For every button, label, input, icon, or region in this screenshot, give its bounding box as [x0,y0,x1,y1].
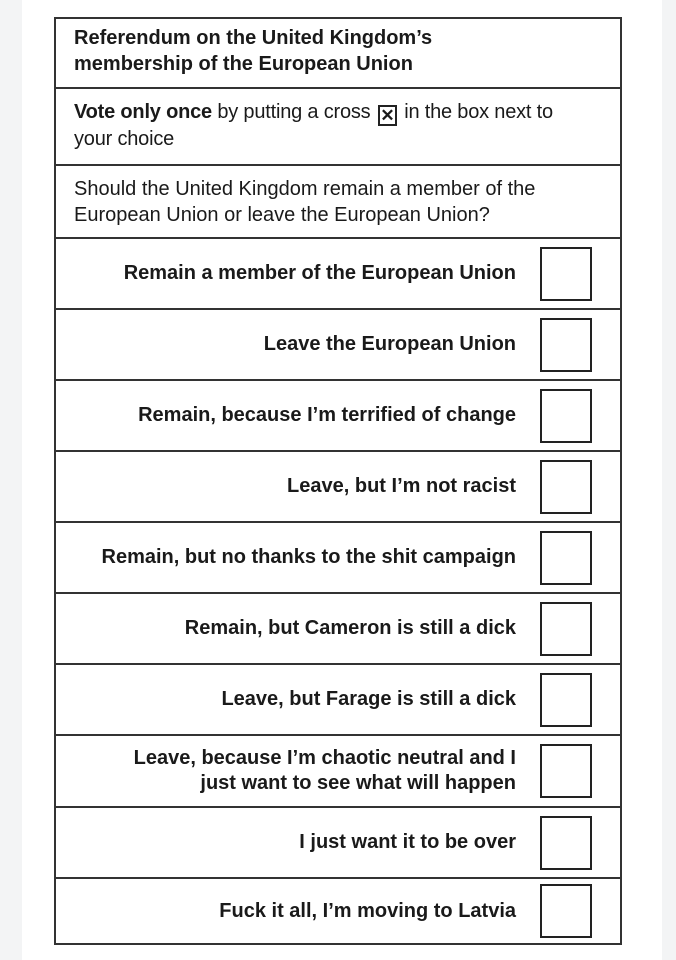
option-checkbox[interactable] [540,247,592,301]
option-label [124,239,516,308]
instruction-line-2: your choice [74,128,175,150]
option-label-line-1: Remain, but no thanks to the shit campaign [101,546,516,568]
ballot-option [56,523,620,594]
option-checkbox[interactable] [540,816,592,870]
option-label-line-1: Fuck it all, I’m moving to Latvia [219,899,516,922]
option-label-line-1: Leave the European Union [263,333,516,355]
cross-box-icon: ✕ [378,105,397,126]
instruction-line-1 [74,99,608,126]
ballot-option [56,736,620,808]
ballot-instruction [56,89,620,166]
option-label [264,310,516,379]
option-label [138,381,516,450]
ballot-title [56,19,620,89]
option-label [221,665,516,734]
question-line-1: Should the United Kingdom remain a member of the [74,178,536,200]
ballot-question [56,166,620,239]
option-label-line-1: Leave, but Farage is still a dick [221,688,516,710]
ballot-option [56,452,620,523]
option-label-line-1: Remain, because I’m terrified of change [138,404,516,426]
option-label [287,452,516,521]
ballot-option [56,310,620,381]
option-label [219,879,516,943]
option-label-line-1: Leave, because I’m chaotic neutral and I [133,747,516,769]
option-checkbox[interactable] [540,744,592,798]
option-label [299,808,516,877]
option-checkbox[interactable] [540,318,592,372]
ballot-option [56,808,620,879]
ballot-title-line-1: Referendum on the United Kingdom’s [74,27,433,49]
ballot-title-line-2: membership of the European Union [74,53,413,75]
option-label [134,736,516,806]
ballot-option [56,594,620,665]
option-checkbox[interactable] [540,673,592,727]
ballot-option [56,381,620,452]
ballot-option [56,239,620,310]
ballot-option [56,879,620,943]
option-label [102,523,516,592]
option-label-line-1: Remain a member of the European Union [123,262,516,284]
option-checkbox[interactable] [540,602,592,656]
option-checkbox[interactable] [540,884,592,938]
option-label [185,594,516,663]
option-label-line-2: just want to see what will happen [200,772,516,794]
option-label-line-1: Remain, but Cameron is still a dick [184,617,516,639]
option-checkbox[interactable] [540,460,592,514]
option-label-line-1: Leave, but I’m not racist [287,475,516,497]
option-checkbox[interactable] [540,389,592,443]
instruction-text-post: in the box next to [398,101,553,123]
ballot-option [56,665,620,736]
instruction-text-pre: by putting a cross [211,101,376,123]
question-line-2: European Union or leave the European Union? [74,204,490,226]
option-label-line-1: I just want it to be over [299,831,516,853]
ballot-form [54,17,622,945]
option-checkbox[interactable] [540,531,592,585]
instruction-emphasis: Vote only once [74,101,212,123]
